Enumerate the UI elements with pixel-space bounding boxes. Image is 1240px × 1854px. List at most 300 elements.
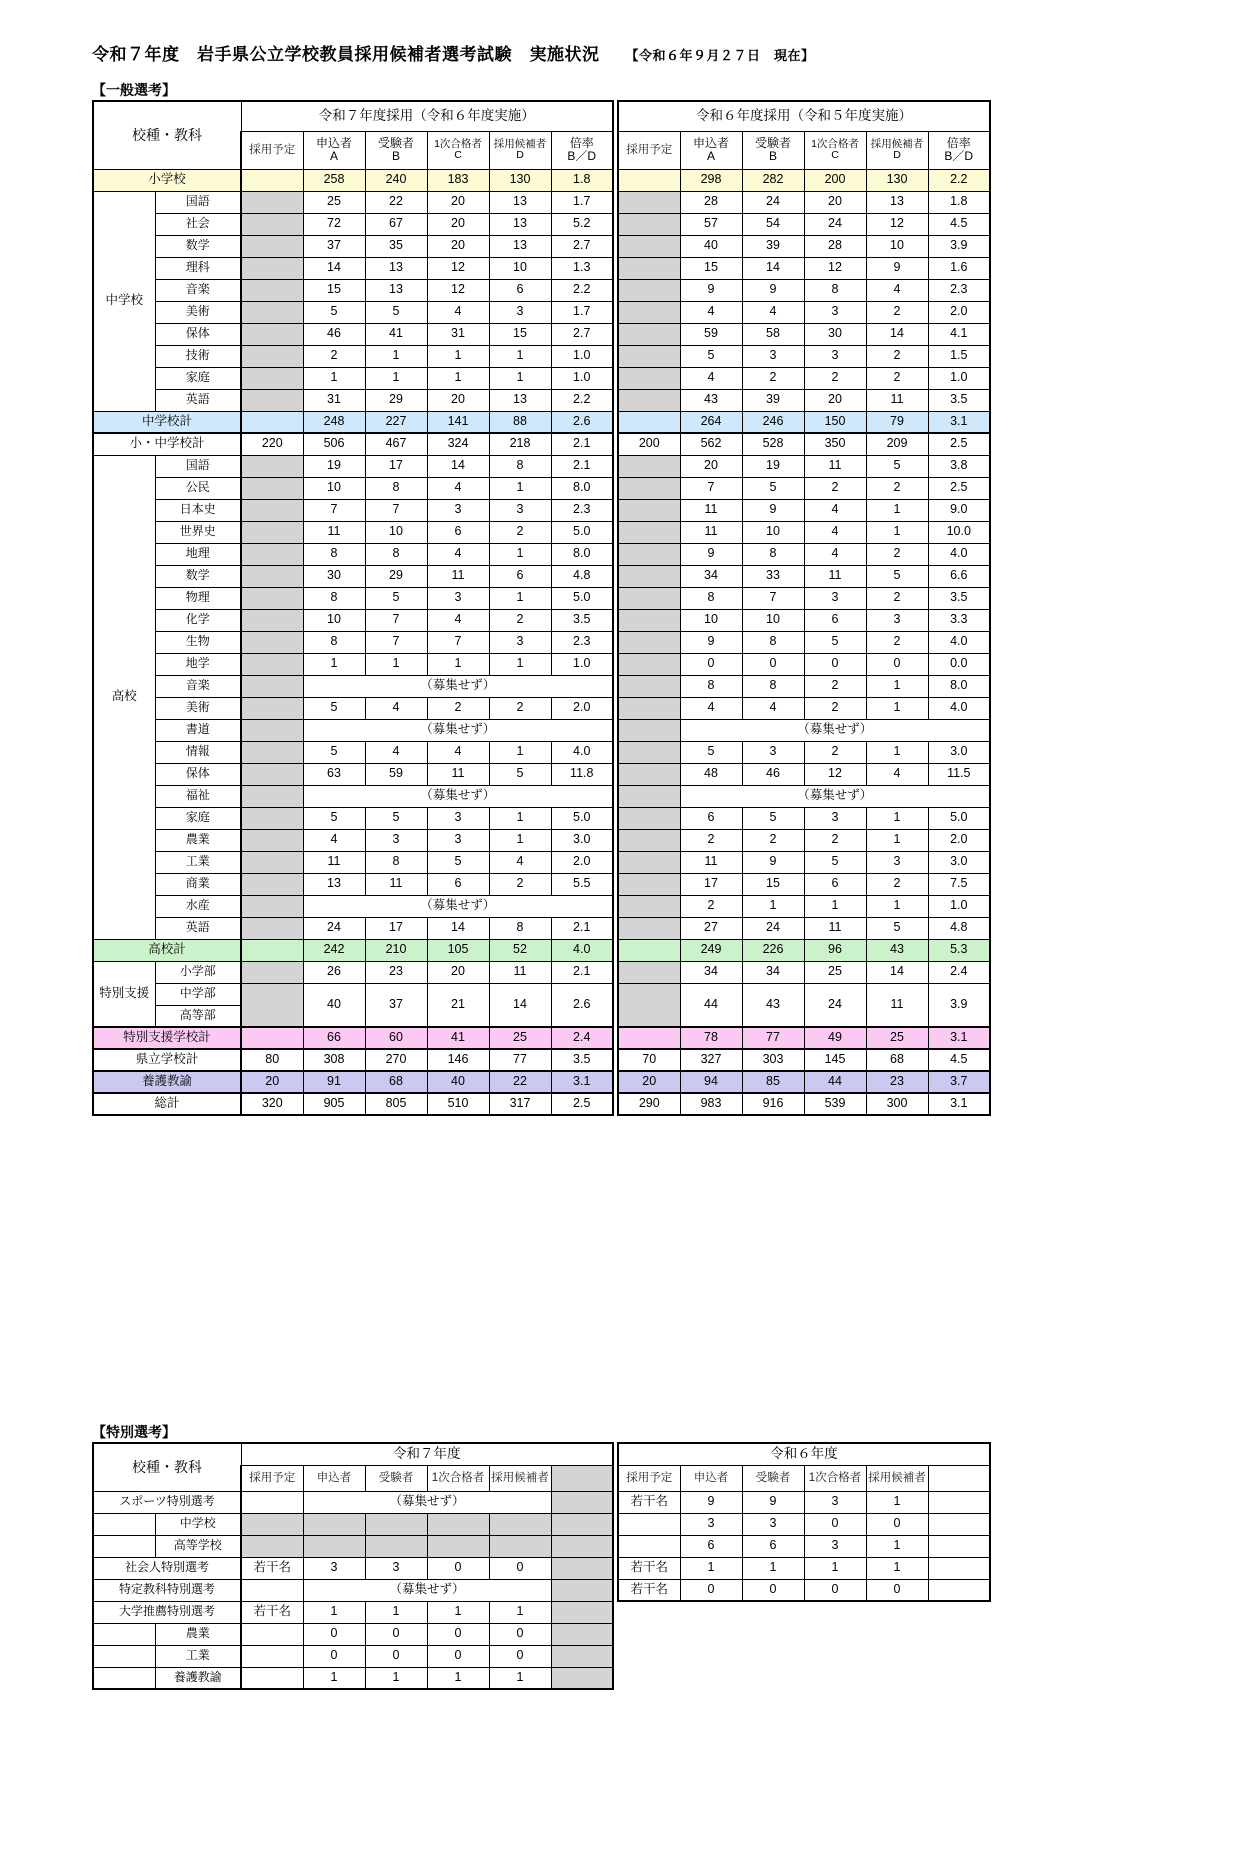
- cell-cur-examinees: 17: [365, 455, 427, 477]
- cell-prev-ratio: 4.5: [928, 213, 990, 235]
- cell-cur-examinees: 7: [365, 631, 427, 653]
- cell-prev-candidates: 23: [866, 1071, 928, 1093]
- cell-cur-firstpass: 11: [427, 763, 489, 785]
- cell-cur-applicants: 15: [303, 279, 365, 301]
- cell-cur-candidates: 1: [489, 543, 551, 565]
- cell-cur-applicants: 258: [303, 169, 365, 191]
- cell-prev-plan: [618, 169, 680, 191]
- cell-cur-plan: [241, 763, 303, 785]
- cell-cur-applicants: 0: [303, 1623, 365, 1645]
- cell-cur-examinees: 5: [365, 301, 427, 323]
- cell-cur-candidates: 1: [489, 1667, 551, 1689]
- row-subject-label: 日本史: [155, 499, 241, 521]
- cell-prev-examinees: 5: [742, 477, 804, 499]
- cell-cur-examinees: 5: [365, 587, 427, 609]
- cell-cur-applicants: 8: [303, 631, 365, 653]
- cell-cur-plan: [241, 279, 303, 301]
- cell-prev-applicants: 4: [680, 367, 742, 389]
- cell-cur-examinees: 37: [365, 983, 427, 1027]
- cell-prev-examinees: 5: [742, 807, 804, 829]
- cell-prev-applicants: 48: [680, 763, 742, 785]
- row-subject-label: 理科: [155, 257, 241, 279]
- cell-prev-ratio: 3.5: [928, 587, 990, 609]
- row-group-label: 高校: [93, 455, 155, 939]
- table-row: [93, 235, 990, 257]
- cell-cur-candidates: 1: [489, 367, 551, 389]
- cell-prev-plan: [618, 235, 680, 257]
- cell-cur-candidates: 0: [489, 1557, 551, 1579]
- cell-cur-candidates: 1: [489, 587, 551, 609]
- cell-prev-ratio: 2.3: [928, 279, 990, 301]
- cell-prev-examinees: 43: [742, 983, 804, 1027]
- row-group-label: 特別支援: [93, 961, 155, 1027]
- cell-prev-applicants: 0: [680, 653, 742, 675]
- cell-prev-ratio: 1.0: [928, 895, 990, 917]
- cell-cur-firstpass: 5: [427, 851, 489, 873]
- row-subject-label: 生物: [155, 631, 241, 653]
- cell-prev-candidates: 43: [866, 939, 928, 961]
- table-row: [93, 477, 990, 499]
- cell-prev-firstpass: 0: [804, 653, 866, 675]
- cell-cur-examinees: 3: [365, 1557, 427, 1579]
- special-table-row: [93, 1623, 990, 1645]
- cell-prev-firstpass: 24: [804, 213, 866, 235]
- table-row: [93, 1027, 990, 1049]
- cell-cur-examinees: 1: [365, 1667, 427, 1689]
- cell-cur-plan: [241, 675, 303, 697]
- cell-cur-applicants: 26: [303, 961, 365, 983]
- cell-prev-ratio: 6.6: [928, 565, 990, 587]
- cell-cur-candidates: 13: [489, 389, 551, 411]
- cell-cur-examinees: 4: [365, 697, 427, 719]
- cell-cur-firstpass: 6: [427, 521, 489, 543]
- cell-prev-plan: [618, 609, 680, 631]
- cell-cur-applicants: 5: [303, 741, 365, 763]
- cell-prev-candidates: 0: [866, 653, 928, 675]
- cell-cur-candidates: 3: [489, 499, 551, 521]
- cell-prev-plan: [618, 587, 680, 609]
- cell-prev-candidates: 0: [866, 1513, 928, 1535]
- cell-prev-firstpass: 1: [804, 895, 866, 917]
- cell-prev-firstpass: 30: [804, 323, 866, 345]
- cell-cur-applicants: 506: [303, 433, 365, 455]
- cell-cur-firstpass: 20: [427, 191, 489, 213]
- cell-cur-plan: 80: [241, 1049, 303, 1071]
- cell-prev-firstpass: 200: [804, 169, 866, 191]
- cell-cur-examinees: 1: [365, 367, 427, 389]
- special-row-spacer: [93, 1623, 155, 1645]
- cell-prev-firstpass: 4: [804, 543, 866, 565]
- cell-prev-candidates: 1: [866, 1491, 928, 1513]
- cell-cur-blank: [551, 1491, 613, 1513]
- cell-cur-firstpass: 7: [427, 631, 489, 653]
- row-subject-label: 公民: [155, 477, 241, 499]
- cell-cur-no-recruit: （募集せず）: [303, 675, 613, 697]
- cell-cur-plan: [241, 235, 303, 257]
- cell-prev-ratio: 3.1: [928, 1027, 990, 1049]
- cell-cur-applicants: 1: [303, 1667, 365, 1689]
- cell-prev-applicants: 8: [680, 587, 742, 609]
- cell-prev-blank: [928, 1557, 990, 1579]
- cell-prev-examinees: 303: [742, 1049, 804, 1071]
- table-row: [93, 433, 990, 455]
- cell-cur-plan: [241, 807, 303, 829]
- cell-prev-applicants: 20: [680, 455, 742, 477]
- cell-cur-ratio: 5.2: [551, 213, 613, 235]
- cell-cur-ratio: 3.1: [551, 1071, 613, 1093]
- cell-prev-applicants: 59: [680, 323, 742, 345]
- cell-prev-candidates: 0: [866, 1579, 928, 1601]
- cell-prev-plan: [618, 345, 680, 367]
- cell-cur-no-recruit: （募集せず）: [303, 1491, 551, 1513]
- cell-cur-plan: [241, 543, 303, 565]
- cell-cur-applicants: 0: [303, 1645, 365, 1667]
- row-subject-label: 数学: [155, 565, 241, 587]
- cell-prev-candidates: 209: [866, 433, 928, 455]
- cell-prev-ratio: 3.7: [928, 1071, 990, 1093]
- cell-cur-plan: 若干名: [241, 1557, 303, 1579]
- cell-cur-examinees: 467: [365, 433, 427, 455]
- cell-cur-ratio: 2.5: [551, 1093, 613, 1115]
- cell-prev-examinees: 2: [742, 367, 804, 389]
- cell-cur-ratio: 2.1: [551, 455, 613, 477]
- table-row: [93, 411, 990, 433]
- cell-prev-candidates: 10: [866, 235, 928, 257]
- special-prev-empty: [618, 1601, 990, 1623]
- cell-cur-ratio: 2.2: [551, 279, 613, 301]
- special-table-row: [93, 1645, 990, 1667]
- cell-cur-plan: [241, 851, 303, 873]
- cell-cur-ratio: 2.3: [551, 499, 613, 521]
- cell-cur-applicants: 8: [303, 587, 365, 609]
- row-subject-label: 技術: [155, 345, 241, 367]
- header-prev-plan: 採用予定: [618, 131, 680, 169]
- cell-cur-candidates: 77: [489, 1049, 551, 1071]
- cell-prev-candidates: 130: [866, 169, 928, 191]
- cell-cur-no-recruit: （募集せず）: [303, 1579, 551, 1601]
- special-header-group-current: 令和７年度: [241, 1443, 613, 1466]
- cell-prev-plan: [618, 785, 680, 807]
- cell-prev-plan: 200: [618, 433, 680, 455]
- cell-cur-ratio: 1.0: [551, 345, 613, 367]
- cell-prev-firstpass: 49: [804, 1027, 866, 1049]
- cell-cur-candidates: 1: [489, 1601, 551, 1623]
- cell-prev-examinees: 39: [742, 235, 804, 257]
- special-selection-table: [92, 1442, 991, 1690]
- cell-prev-applicants: 562: [680, 433, 742, 455]
- cell-cur-firstpass: 3: [427, 807, 489, 829]
- row-subject-label: 情報: [155, 741, 241, 763]
- cell-prev-applicants: 6: [680, 807, 742, 829]
- table-row: [93, 345, 990, 367]
- cell-prev-firstpass: 3: [804, 301, 866, 323]
- cell-cur-blank: [551, 1667, 613, 1689]
- cell-prev-ratio: 4.5: [928, 1049, 990, 1071]
- special-row-label: 社会人特別選考: [93, 1557, 241, 1579]
- cell-cur-plan: [241, 785, 303, 807]
- row-label: 高校計: [93, 939, 241, 961]
- cell-prev-plan: 若干名: [618, 1579, 680, 1601]
- cell-cur-examinees: 805: [365, 1093, 427, 1115]
- cell-prev-firstpass: 5: [804, 851, 866, 873]
- cell-cur-applicants: 905: [303, 1093, 365, 1115]
- cell-prev-ratio: 7.5: [928, 873, 990, 895]
- cell-cur-examinees: 3: [365, 829, 427, 851]
- cell-prev-ratio: 1.8: [928, 191, 990, 213]
- special-header-cur-examinees: 受験者: [365, 1466, 427, 1491]
- cell-cur-candidates: 2: [489, 609, 551, 631]
- cell-cur-value: [365, 1535, 427, 1557]
- row-subject-label: 国語: [155, 455, 241, 477]
- cell-cur-applicants: 1: [303, 1601, 365, 1623]
- cell-prev-ratio: 4.1: [928, 323, 990, 345]
- table-row: [93, 763, 990, 785]
- cell-cur-firstpass: 14: [427, 917, 489, 939]
- special-prev-empty: [618, 1645, 990, 1667]
- special-header-prev-firstpass: 1次合格者: [804, 1466, 866, 1491]
- cell-cur-candidates: 25: [489, 1027, 551, 1049]
- title-text: 令和７年度 岩手県公立学校教員採用候補者選考試験 実施状況: [92, 45, 600, 64]
- cell-cur-ratio: 2.7: [551, 235, 613, 257]
- special-row-label: 農業: [155, 1623, 241, 1645]
- cell-cur-blank: [551, 1623, 613, 1645]
- cell-prev-applicants: 8: [680, 675, 742, 697]
- row-subject-label: 地理: [155, 543, 241, 565]
- cell-prev-firstpass: 2: [804, 367, 866, 389]
- cell-cur-firstpass: 14: [427, 455, 489, 477]
- cell-prev-candidates: 2: [866, 301, 928, 323]
- cell-cur-ratio: 3.5: [551, 609, 613, 631]
- special-header-cur-blank: [551, 1466, 613, 1491]
- cell-cur-candidates: 2: [489, 521, 551, 543]
- cell-cur-plan: [241, 697, 303, 719]
- cell-cur-applicants: 66: [303, 1027, 365, 1049]
- table-row: [93, 983, 990, 1005]
- row-label: 特別支援学校計: [93, 1027, 241, 1049]
- cell-prev-examinees: 24: [742, 191, 804, 213]
- cell-prev-examinees: 246: [742, 411, 804, 433]
- cell-prev-ratio: 2.5: [928, 477, 990, 499]
- table-row: [93, 389, 990, 411]
- cell-prev-ratio: 3.1: [928, 1093, 990, 1115]
- cell-prev-applicants: 1: [680, 1557, 742, 1579]
- cell-cur-ratio: 5.5: [551, 873, 613, 895]
- cell-prev-plan: [618, 631, 680, 653]
- cell-cur-applicants: 248: [303, 411, 365, 433]
- cell-cur-plan: [241, 477, 303, 499]
- row-group-label: 中学校: [93, 191, 155, 411]
- cell-prev-examinees: 58: [742, 323, 804, 345]
- cell-cur-candidates: 1: [489, 741, 551, 763]
- cell-prev-firstpass: 5: [804, 631, 866, 653]
- cell-cur-ratio: 5.0: [551, 521, 613, 543]
- table-row: [93, 521, 990, 543]
- cell-prev-plan: 20: [618, 1071, 680, 1093]
- cell-prev-applicants: 0: [680, 1579, 742, 1601]
- cell-prev-firstpass: 1: [804, 1557, 866, 1579]
- cell-cur-applicants: 40: [303, 983, 365, 1027]
- cell-cur-examinees: 11: [365, 873, 427, 895]
- cell-cur-firstpass: 2: [427, 697, 489, 719]
- cell-cur-examinees: 17: [365, 917, 427, 939]
- cell-prev-firstpass: 150: [804, 411, 866, 433]
- cell-cur-applicants: 30: [303, 565, 365, 587]
- cell-cur-firstpass: 141: [427, 411, 489, 433]
- cell-cur-firstpass: 12: [427, 257, 489, 279]
- cell-prev-no-recruit: （募集せず）: [680, 719, 990, 741]
- cell-cur-firstpass: 324: [427, 433, 489, 455]
- cell-prev-plan: 若干名: [618, 1491, 680, 1513]
- cell-prev-blank: [928, 1535, 990, 1557]
- cell-cur-examinees: 240: [365, 169, 427, 191]
- cell-cur-candidates: 2: [489, 873, 551, 895]
- special-header-prev-plan: 採用予定: [618, 1466, 680, 1491]
- cell-cur-ratio: 2.0: [551, 697, 613, 719]
- cell-cur-examinees: 7: [365, 609, 427, 631]
- special-header-prev-blank: [928, 1466, 990, 1491]
- cell-cur-ratio: 1.8: [551, 169, 613, 191]
- table-row: [93, 1093, 990, 1115]
- cell-cur-plan: [241, 1513, 303, 1535]
- cell-prev-plan: [618, 411, 680, 433]
- table-row: [93, 631, 990, 653]
- table-row: [93, 191, 990, 213]
- cell-cur-examinees: 10: [365, 521, 427, 543]
- cell-prev-plan: [618, 543, 680, 565]
- header-cur-examinees: 受験者 B: [365, 131, 427, 169]
- cell-cur-value: [489, 1535, 551, 1557]
- cell-cur-ratio: 1.0: [551, 367, 613, 389]
- cell-cur-plan: [241, 587, 303, 609]
- cell-prev-candidates: 1: [866, 1535, 928, 1557]
- cell-cur-ratio: 4.0: [551, 939, 613, 961]
- cell-prev-candidates: 5: [866, 917, 928, 939]
- header-prev-examinees: 受験者 B: [742, 131, 804, 169]
- cell-cur-candidates: 1: [489, 807, 551, 829]
- cell-prev-candidates: 2: [866, 543, 928, 565]
- header-cur-firstpass: 1次合格者 C: [427, 131, 489, 169]
- cell-cur-ratio: 5.0: [551, 587, 613, 609]
- cell-prev-ratio: 8.0: [928, 675, 990, 697]
- special-row-spacer: [93, 1513, 155, 1535]
- cell-cur-blank: [551, 1579, 613, 1601]
- cell-prev-candidates: 2: [866, 367, 928, 389]
- cell-cur-plan: [241, 345, 303, 367]
- row-subject-label: 水産: [155, 895, 241, 917]
- cell-prev-candidates: 11: [866, 983, 928, 1027]
- cell-prev-plan: [618, 697, 680, 719]
- cell-prev-firstpass: 3: [804, 345, 866, 367]
- cell-cur-applicants: 11: [303, 851, 365, 873]
- cell-cur-plan: [241, 609, 303, 631]
- cell-prev-applicants: 2: [680, 895, 742, 917]
- cell-prev-applicants: 17: [680, 873, 742, 895]
- cell-cur-candidates: 22: [489, 1071, 551, 1093]
- cell-prev-applicants: 298: [680, 169, 742, 191]
- cell-prev-plan: [618, 477, 680, 499]
- cell-cur-no-recruit: （募集せず）: [303, 785, 613, 807]
- cell-prev-blank: [928, 1579, 990, 1601]
- header-prev-applicants: 申込者 A: [680, 131, 742, 169]
- cell-prev-applicants: 10: [680, 609, 742, 631]
- special-prev-empty: [618, 1623, 990, 1645]
- cell-cur-blank: [551, 1535, 613, 1557]
- cell-cur-candidates: 8: [489, 455, 551, 477]
- cell-prev-examinees: 33: [742, 565, 804, 587]
- row-subject-label: 書道: [155, 719, 241, 741]
- cell-prev-candidates: 5: [866, 455, 928, 477]
- cell-prev-examinees: 6: [742, 1535, 804, 1557]
- table-row: [93, 851, 990, 873]
- special-header-group-row: [93, 1443, 990, 1466]
- cell-prev-applicants: 28: [680, 191, 742, 213]
- table-row: [93, 455, 990, 477]
- cell-prev-firstpass: 28: [804, 235, 866, 257]
- table-row: [93, 279, 990, 301]
- row-subject-label: 家庭: [155, 367, 241, 389]
- cell-prev-examinees: 19: [742, 455, 804, 477]
- row-subject-label: 化学: [155, 609, 241, 631]
- cell-cur-ratio: 2.0: [551, 851, 613, 873]
- cell-cur-plan: [241, 323, 303, 345]
- cell-prev-plan: [618, 917, 680, 939]
- cell-cur-applicants: 308: [303, 1049, 365, 1071]
- cell-cur-plan: [241, 499, 303, 521]
- cell-cur-candidates: 130: [489, 169, 551, 191]
- cell-prev-examinees: 7: [742, 587, 804, 609]
- cell-prev-candidates: 25: [866, 1027, 928, 1049]
- cell-cur-value: [303, 1513, 365, 1535]
- cell-cur-applicants: 1: [303, 367, 365, 389]
- cell-prev-candidates: 11: [866, 389, 928, 411]
- cell-cur-candidates: 13: [489, 235, 551, 257]
- cell-prev-plan: [618, 653, 680, 675]
- cell-prev-firstpass: 2: [804, 829, 866, 851]
- cell-cur-examinees: 1: [365, 653, 427, 675]
- cell-prev-ratio: 10.0: [928, 521, 990, 543]
- cell-prev-candidates: 1: [866, 895, 928, 917]
- cell-cur-firstpass: 6: [427, 873, 489, 895]
- cell-prev-firstpass: 3: [804, 807, 866, 829]
- cell-prev-applicants: 15: [680, 257, 742, 279]
- cell-cur-plan: [241, 961, 303, 983]
- cell-prev-firstpass: 2: [804, 477, 866, 499]
- cell-cur-firstpass: 510: [427, 1093, 489, 1115]
- table-row: [93, 895, 990, 917]
- table-row: [93, 257, 990, 279]
- cell-cur-ratio: 8.0: [551, 477, 613, 499]
- cell-prev-blank: [928, 1491, 990, 1513]
- cell-prev-ratio: 5.0: [928, 807, 990, 829]
- cell-prev-applicants: 43: [680, 389, 742, 411]
- header-cur-plan: 採用予定: [241, 131, 303, 169]
- cell-cur-ratio: 4.0: [551, 741, 613, 763]
- cell-cur-applicants: 5: [303, 697, 365, 719]
- table-row: [93, 367, 990, 389]
- table-header-group-row: [93, 101, 990, 131]
- cell-cur-examinees: 1: [365, 1601, 427, 1623]
- cell-cur-examinees: 29: [365, 565, 427, 587]
- cell-prev-candidates: 2: [866, 345, 928, 367]
- cell-prev-candidates: 1: [866, 807, 928, 829]
- cell-cur-candidates: 52: [489, 939, 551, 961]
- table-row: [93, 873, 990, 895]
- cell-prev-ratio: 4.8: [928, 917, 990, 939]
- cell-cur-plan: [241, 653, 303, 675]
- cell-prev-ratio: 4.0: [928, 631, 990, 653]
- cell-cur-candidates: 0: [489, 1623, 551, 1645]
- cell-cur-ratio: 11.8: [551, 763, 613, 785]
